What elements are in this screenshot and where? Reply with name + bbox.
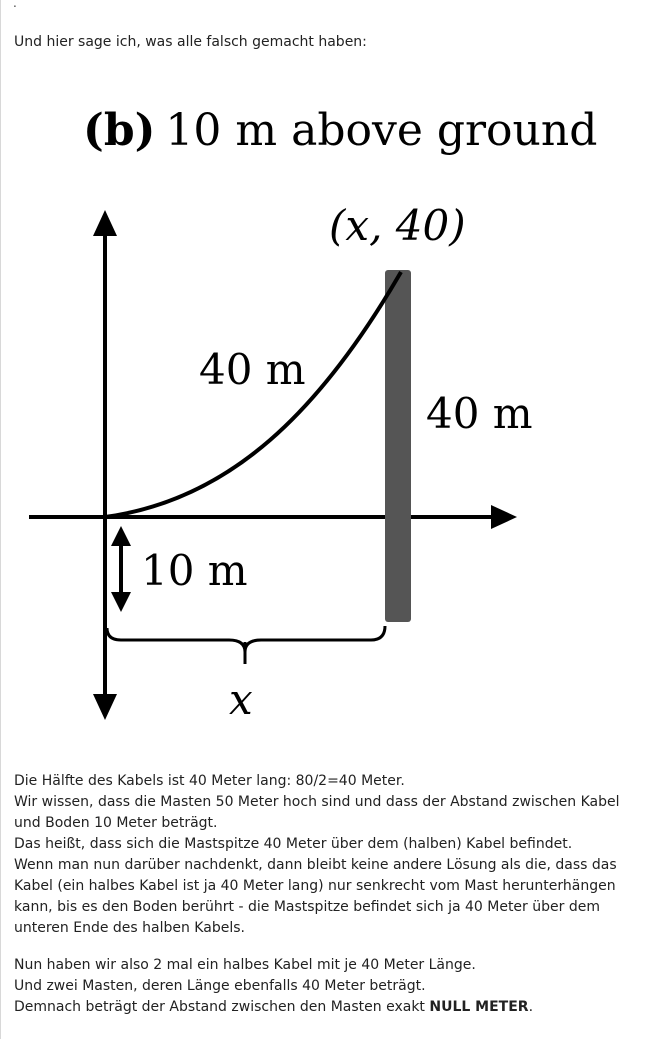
mast-length-label: 40 m: [426, 389, 533, 438]
conclusion-line-3: [14, 997, 648, 1018]
height-label: 10 m: [141, 546, 248, 595]
point-label: (x, 40): [329, 201, 466, 250]
paragraph-line: Wenn man nun darüber nachdenkt, dann bleibt keine andere Lösung als die, dass das Kabel (ein halbes Kabel ist ja 40 Meter lang) nur senkrecht vom Mast herunterhängen kann, bis es den Boden berührt - die Mastspitze befindet sich ja 40 Meter über dem unteren Ende des halben Kabels.: [14, 857, 617, 936]
x-axis-arrow: [491, 505, 517, 529]
y-axis-arrow-down: [93, 694, 117, 720]
intro-text: Und hier sage ich, was alle falsch gemacht haben:: [14, 34, 367, 50]
height-arrow-down: [111, 592, 131, 612]
conclusion-paragraph: [14, 955, 648, 1018]
x-distance-label: x: [229, 675, 253, 724]
paragraph-line: Das heißt, dass sich die Mastspitze 40 Meter über dem (halben) Kabel befindet.: [14, 836, 573, 852]
mast: [385, 270, 411, 622]
y-axis-arrow-up: [93, 210, 117, 236]
conclusion-emphasis: NULL METER: [429, 999, 529, 1015]
conclusion-suffix: .: [528, 999, 534, 1015]
diagram-heading: (b) 10 m above ground: [83, 105, 598, 156]
conclusion-line-2: Und zwei Masten, deren Länge ebenfalls 40 Meter beträgt.: [14, 978, 426, 994]
paragraph-line: Wir wissen, dass die Masten 50 Meter hoch sind und dass der Abstand zwischen Kabel und Boden 10 Meter beträgt.: [14, 794, 620, 831]
diagram-figure: [1, 90, 654, 730]
cable-curve: [105, 272, 401, 517]
diagram-svg: [1, 90, 654, 730]
explanation-paragraph: [14, 771, 648, 939]
conclusion-line-1: Nun haben wir also 2 mal ein halbes Kabel mit je 40 Meter Länge.: [14, 957, 476, 973]
conclusion-prefix: Demnach beträgt der Abstand zwischen den Masten exakt: [14, 999, 430, 1015]
height-arrow-up: [111, 526, 131, 546]
stray-dot: .: [13, 0, 17, 10]
cable-length-label: 40 m: [199, 345, 306, 394]
paragraph-line: Die Hälfte des Kabels ist 40 Meter lang: 80/2=40 Meter.: [14, 773, 405, 789]
